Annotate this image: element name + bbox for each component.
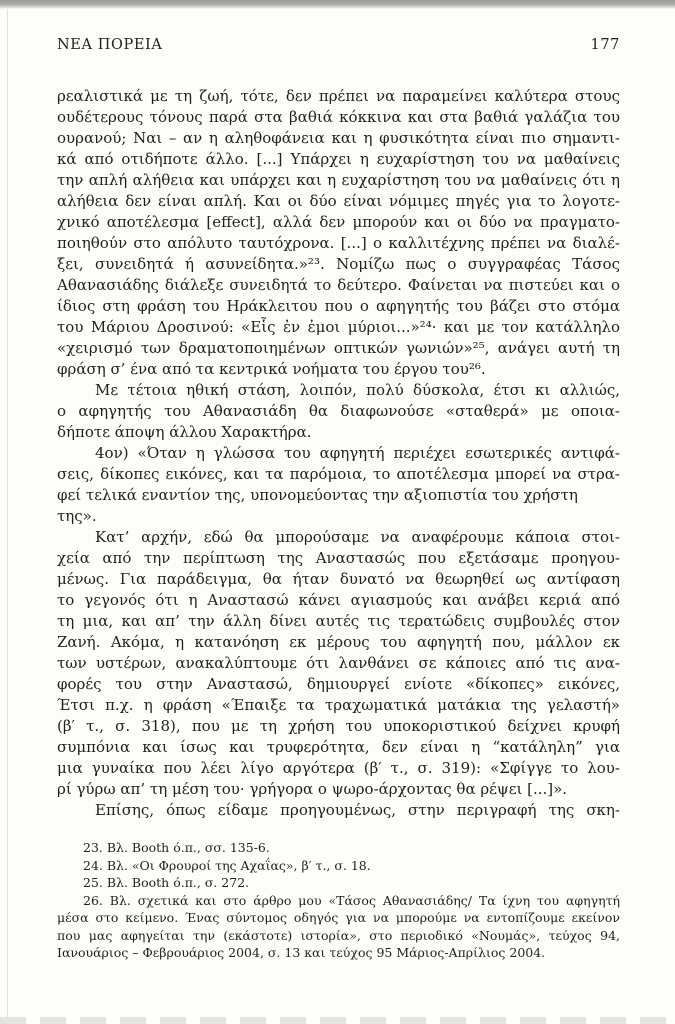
text-line: Επίσης, όπως είδαμε προηγουμένως, στην περιγραφή της σκη- <box>95 801 620 819</box>
text-line: Κατ’ αρχήν, εδώ θα μπορούσαμε να αναφέρουμε κάποια στοι- <box>95 528 620 546</box>
text-line: ρεαλιστικά με τη ζωή, τότε, δεν πρέπει να παραμείνει καλύτερα στους <box>57 87 620 105</box>
text-line: του Μάριου Δροσινού: «Εἷς ἐν ἐμοι μύριοι...»²⁴· και με τον κατάλληλο <box>57 318 620 336</box>
scan-edge-bottom <box>0 1017 675 1024</box>
text-line: ποιηθούν στο απόλυτο ταυτόχρονα. [...] ο καλλιτέχνης πρέπει να διαλέ- <box>57 234 620 252</box>
scan-edge-left <box>7 9 8 1017</box>
text-line: φράση σ’ ένα από τα κεντρικά νοήματα του έργου του²⁶. <box>57 360 486 378</box>
footnote-line: 26. Βλ. σχετικά και στο άρθρο μου «Τάσος Αθανασιάδης/ Τα ίχνη του αφηγητή <box>83 892 620 908</box>
text-line: Έτσι π.χ. η φράση «Έπαιξε τα τραχωματικά ματάκια της γελαστή» <box>57 696 620 714</box>
text-line: Αθανασιάδης διάλεξε συνειδητά το δεύτερο. Φαίνεται να πιστεύει και ο <box>57 276 620 294</box>
text-line: ο αφηγητής του Αθανασιάδη θα διαφωνούσε «σταθερά» με οποια- <box>57 402 620 420</box>
text-line: ουρανού; Ναι – αν η αληθοφάνεια και η φυσικότητα είναι πιο σημαντι- <box>57 129 620 147</box>
text-line: μια γυναίκα που λέει λίγο αργότερα (β′ τ., σ. 319): «Σφίγγε το λου- <box>57 759 620 777</box>
text-line: ξει, συνειδητά ή ασυνείδητα.»²³. Νομίζω πως ο συγγραφέας Τάσος <box>57 255 620 273</box>
text-line: αλήθεια δεν είναι απλή. Και οι δύο είναι νόμιμες πηγές για το λογοτε- <box>57 192 620 210</box>
text-line: την απλή αλήθεια και υπάρχει και η ευχαρίστηση του να μαθαίνεις ότι η <box>57 171 620 189</box>
running-header <box>57 37 620 53</box>
scan-edge-top <box>0 0 675 9</box>
text-line: δήποτε άποψη άλλου Χαρακτήρα. <box>57 423 312 441</box>
text-line: συμπόνια και ίσως και τρυφερότητα, δεν είναι η “κατάληλη” για <box>57 738 620 756</box>
text-line: σεις, δίκοπες εικόνες, και τα παρόμοια, το αποτέλεσμα μπορεί να στρα- <box>57 465 620 483</box>
footnotes <box>57 839 620 962</box>
footnote-line: 23. Βλ. Booth ό.π., σσ. 135-6. <box>83 840 270 855</box>
footnote-line: 25. Βλ. Booth ό.π., σ. 272. <box>83 875 250 890</box>
text-line: 4ον) «Όταν η γλώσσα του αφηγητή περιέχει εσωτερικές αντιφά- <box>95 444 620 462</box>
footnote-line: Ιανουάριος – Φεβρουάριος 2004, σ. 13 και τεύχος 95 Μάριος-Απρίλιος 2004. <box>57 945 546 960</box>
text-line: ουδέτερους τόνους παρά στα βαθιά κόκκινα και στα βαθιά γαλάζια του <box>57 108 620 126</box>
text-line: χνικό αποτέλεσμα [effect], αλλά δεν μπορούν και οι δύο να πραγματο- <box>57 213 620 231</box>
text-line: των υστέρων, ανακαλύπτουμε ότι λανθάνει σε κάποιες από τις ανα- <box>57 654 620 672</box>
text-line: Ζανή. Ακόμα, η κατανόηση εκ μέρους του αφηγητή που, μάλλον εκ <box>57 633 620 651</box>
text-line: μένως. Για παράδειγμα, θα ήταν δυνατό να θεωρηθεί ως αντίφαση <box>57 570 620 588</box>
footnote-line: που μας αφηγείται την (εκάστοτε) ιστορία», στο περιοδικό «Νουμάς», τεύχος 94, <box>57 927 620 943</box>
body-text <box>57 86 620 821</box>
text-line: ρί γύρω απ’ τη μέση του· γρήγορα ο ψωρο-άρχοντας θα ρέψει [...]». <box>57 780 568 798</box>
text-line: κά από οτιδήποτε άλλο. [...] Υπάρχει η ευχαρίστηση του να μαθαίνεις <box>57 150 620 168</box>
text-line: χεία από την περίπτωση της Αναστασώς που εξετάσαμε προηγου- <box>57 549 620 567</box>
running-header-title: ΝΕΑ ΠΟΡΕΙΑ <box>57 37 163 53</box>
text-line: ίδιος στη φράση του Ηράκλειτου που ο αφηγητής του βάζει στο στόμα <box>57 297 620 315</box>
footnote-line: 24. Βλ. «Οι Φρουροί της Αχαΐας», β′ τ., σ. 18. <box>83 857 371 873</box>
text-line: Με τέτοια ηθική στάση, λοιπόν, πολύ δύσκολα, έτσι κι αλλιώς, <box>95 381 620 399</box>
text-line: το γεγονός ότι η Αναστασώ κάνει αγιασμούς και ανάβει κεριά από <box>57 591 620 609</box>
text-line: (β′ τ., σ. 318), που με τη χρήση του υποκοριστικού δείχνει κρυφή <box>57 717 620 735</box>
page-number: 177 <box>590 37 620 53</box>
footnote-line: μέσα στο κείμενο. Ένας σύντομος οδηγός για να μπορούμε να εντοπίζουμε εκείνον <box>57 910 620 925</box>
text-line: φεί τελικά εναντίον της, υπονομεύοντας την αξιοπιστία του χρήστη της». <box>57 486 578 525</box>
text-line: τη μια, και απ’ την άλλη δίνει αυτές τις τερατώδεις συμβουλές στον <box>57 612 620 630</box>
text-line: φορές του στην Αναστασώ, δημιουργεί ενίοτε «δίκοπες» εικόνες, <box>57 675 620 693</box>
text-line: «χειρισμό των δραματοποιημένων οπτικών γωνιών»²⁵, ανάγει αυτή τη <box>57 339 620 357</box>
